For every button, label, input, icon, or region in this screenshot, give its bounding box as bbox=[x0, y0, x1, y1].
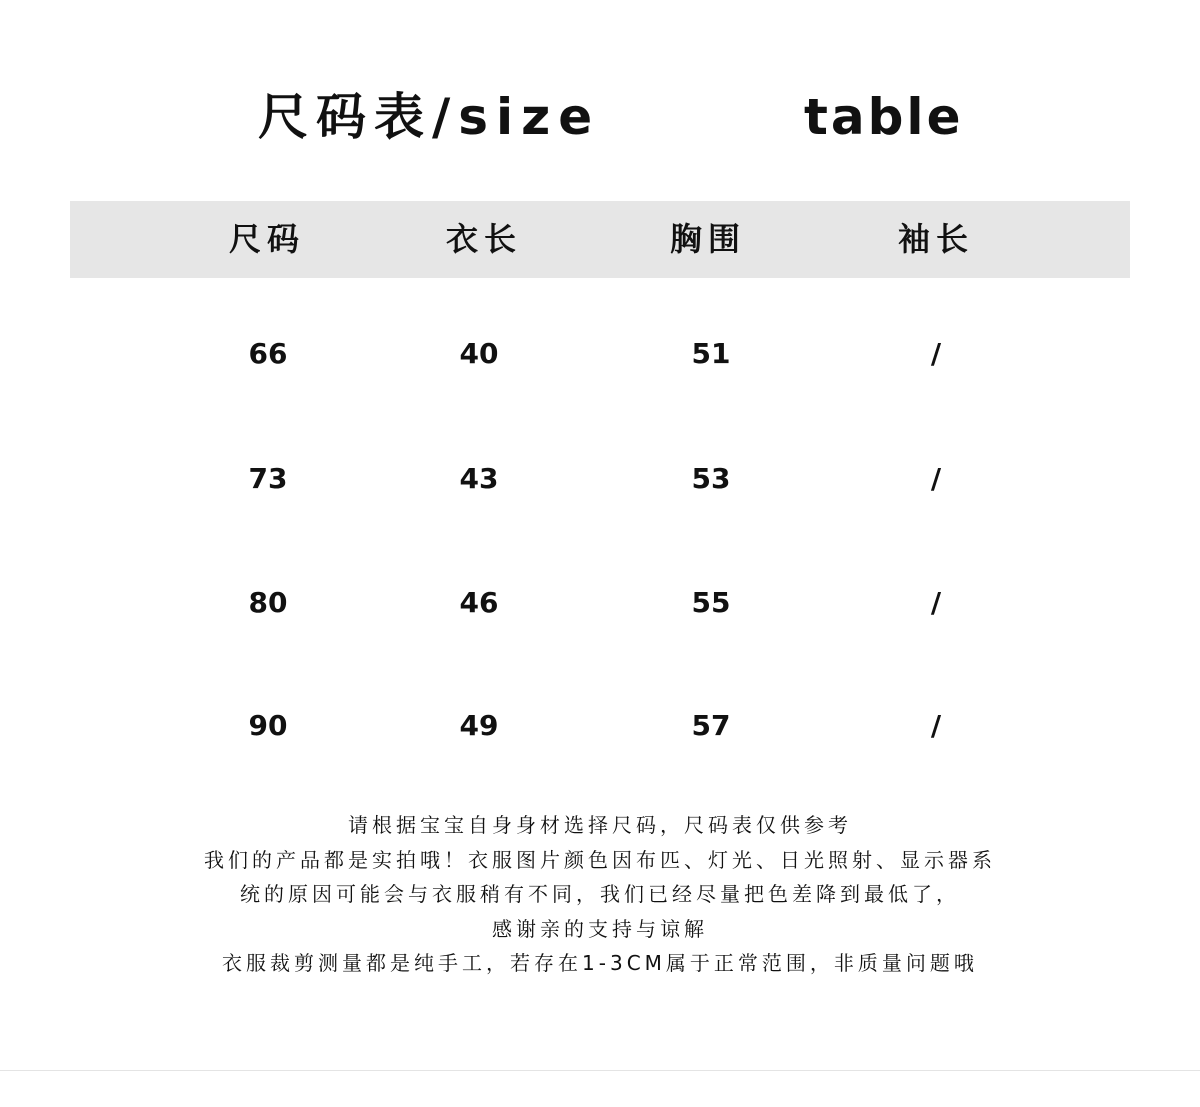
cell-chest: 51 bbox=[691, 337, 731, 370]
header-length: 衣长 bbox=[445, 220, 522, 258]
header-size: 尺码 bbox=[228, 220, 305, 258]
cell-size: 80 bbox=[248, 586, 288, 619]
note-line-fit: 请根据宝宝自身身材选择尺码，尺码表仅供参考 bbox=[348, 813, 852, 837]
title-right-text: table bbox=[804, 88, 964, 146]
cell-length: 46 bbox=[459, 586, 499, 619]
table-row bbox=[0, 573, 1200, 633]
header-sleeve: 袖长 bbox=[897, 220, 974, 258]
cell-length: 43 bbox=[459, 462, 499, 495]
cell-length: 49 bbox=[459, 709, 499, 742]
table-row bbox=[0, 449, 1200, 509]
cell-length: 40 bbox=[459, 337, 499, 370]
size-table-header bbox=[70, 201, 1130, 278]
cell-sleeve: / bbox=[930, 709, 942, 742]
table-row bbox=[0, 696, 1200, 756]
cell-chest: 55 bbox=[691, 586, 731, 619]
cell-chest: 57 bbox=[691, 709, 731, 742]
size-notes bbox=[0, 808, 1200, 981]
cell-sleeve: / bbox=[930, 462, 942, 495]
cell-sleeve: / bbox=[930, 586, 942, 619]
title-left-text: 尺码表/size bbox=[258, 88, 601, 146]
note-line-color: 统的原因可能会与衣服稍有不同，我们已经尽量把色差降到最低了， bbox=[240, 882, 960, 906]
cell-size: 90 bbox=[248, 709, 288, 742]
table-row bbox=[0, 324, 1200, 384]
bottom-divider bbox=[0, 1070, 1200, 1071]
cell-sleeve: / bbox=[930, 337, 942, 370]
cell-chest: 53 bbox=[691, 462, 731, 495]
header-chest: 胸围 bbox=[669, 220, 746, 258]
cell-size: 73 bbox=[248, 462, 288, 495]
size-table-title bbox=[0, 82, 1200, 152]
note-line-measure: 衣服裁剪测量都是纯手工，若存在1-3CM属于正常范围，非质量问题哦 bbox=[222, 951, 978, 975]
cell-size: 66 bbox=[248, 337, 288, 370]
note-line-thanks: 感谢亲的支持与谅解 bbox=[492, 916, 708, 941]
note-line-photo: 我们的产品都是实拍哦！衣服图片颜色因布匹、灯光、日光照射、显示器系 bbox=[204, 847, 996, 872]
